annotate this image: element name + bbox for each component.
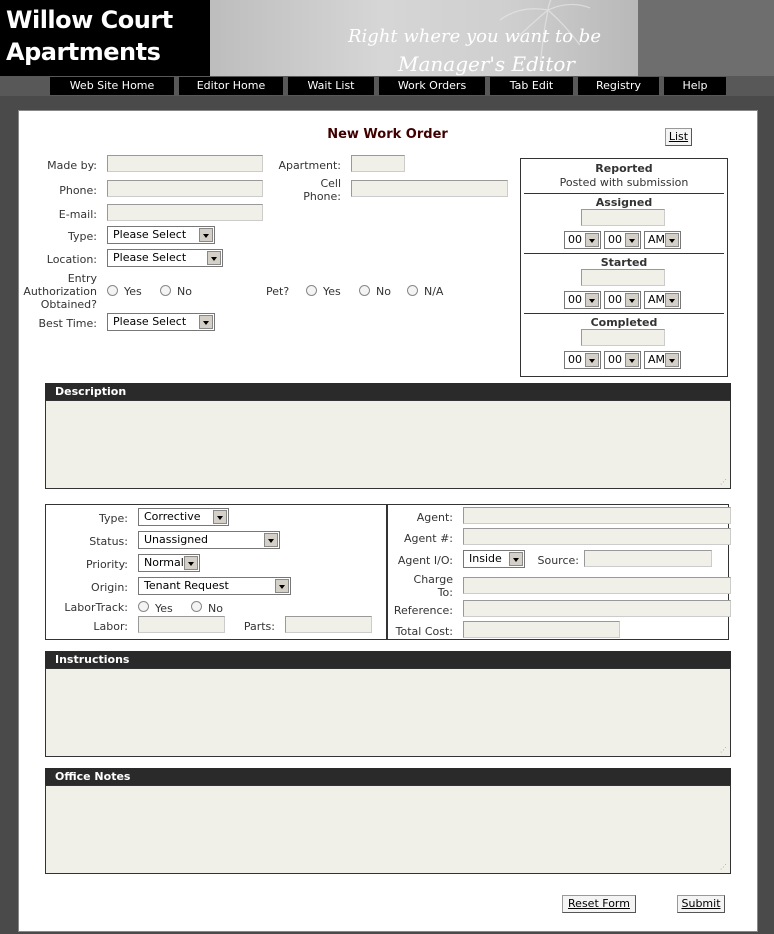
entry-no-label: No <box>177 285 192 298</box>
chevron-down-icon <box>213 510 227 524</box>
priority-label: Priority: <box>85 558 128 571</box>
cell-phone-label-1: Cell <box>320 177 341 190</box>
started-minute-select[interactable] <box>604 291 641 309</box>
chevron-down-icon <box>585 293 599 307</box>
logo-line1: Willow Court <box>6 6 173 34</box>
details-right-box <box>387 504 729 640</box>
started-date-field[interactable] <box>581 269 665 286</box>
header-right-block <box>638 0 774 76</box>
reported-heading: Reported <box>595 162 653 175</box>
resize-grip-icon: ⋰ <box>720 746 727 754</box>
header-banner <box>210 0 638 76</box>
nav-help[interactable]: Help <box>664 77 726 95</box>
charge-to-field[interactable] <box>463 577 731 594</box>
email-label: E-mail: <box>58 208 97 221</box>
chevron-down-icon <box>665 293 679 307</box>
hour-value: 00 <box>568 353 582 366</box>
started-ampm-select[interactable] <box>644 291 681 309</box>
started-hour-select[interactable] <box>564 291 601 309</box>
nav-tab-edit[interactable]: Tab Edit <box>490 77 573 95</box>
phone-field[interactable] <box>107 180 263 197</box>
apartment-field[interactable] <box>351 155 405 172</box>
detail-type-label: Type: <box>99 512 128 525</box>
chevron-down-icon <box>665 233 679 247</box>
office-notes-header: Office Notes <box>45 768 731 785</box>
completed-minute-select[interactable] <box>604 351 641 369</box>
assigned-minute-select[interactable] <box>604 231 641 249</box>
nav-wait-list[interactable]: Wait List <box>288 77 374 95</box>
instructions-header: Instructions <box>45 651 731 668</box>
phone-label: Phone: <box>59 184 97 197</box>
origin-label: Origin: <box>91 581 128 594</box>
hour-value: 00 <box>568 233 582 246</box>
status-label: Status: <box>89 535 128 548</box>
instructions-textarea[interactable] <box>45 668 731 757</box>
reference-field[interactable] <box>463 600 731 617</box>
best-time-label: Best Time: <box>38 317 97 330</box>
resize-grip-icon: ⋰ <box>720 478 727 486</box>
assigned-hour-select[interactable] <box>564 231 601 249</box>
total-cost-field[interactable] <box>463 621 620 638</box>
labortrack-yes-radio[interactable] <box>138 601 149 612</box>
location-select-value: Please Select <box>113 251 187 264</box>
labortrack-no-label: No <box>208 602 223 615</box>
source-label: Source: <box>537 554 579 567</box>
minute-value: 00 <box>608 353 622 366</box>
source-field[interactable] <box>584 550 712 567</box>
made-by-label: Made by: <box>47 159 97 172</box>
chevron-down-icon <box>199 315 213 329</box>
page-title: New Work Order <box>327 127 448 142</box>
nav-work-orders[interactable]: Work Orders <box>379 77 485 95</box>
nav-editor-home[interactable]: Editor Home <box>179 77 283 95</box>
ampm-value: AM <box>648 293 666 306</box>
priority-value: Normal <box>144 556 184 569</box>
parts-label: Parts: <box>243 620 275 633</box>
chevron-down-icon <box>199 228 213 242</box>
resize-grip-icon: ⋰ <box>720 863 727 871</box>
origin-value: Tenant Request <box>144 579 229 592</box>
agent-number-label: Agent #: <box>404 532 453 545</box>
nav-web-site-home[interactable]: Web Site Home <box>50 77 174 95</box>
type-select[interactable] <box>107 226 215 244</box>
entry-yes-label: Yes <box>124 285 142 298</box>
labortrack-label: LaborTrack: <box>64 601 128 614</box>
location-label: Location: <box>46 253 97 266</box>
entry-yes-radio[interactable] <box>107 285 118 296</box>
reference-label: Reference: <box>393 604 453 617</box>
cell-phone-field[interactable] <box>351 180 508 197</box>
started-heading: Started <box>600 256 648 269</box>
list-button[interactable]: List <box>665 128 692 146</box>
chevron-down-icon <box>275 579 289 593</box>
logo-line2: Apartments <box>6 38 161 66</box>
entry-label-1: Entry <box>67 272 97 285</box>
total-cost-label: Total Cost: <box>395 625 453 638</box>
made-by-field[interactable] <box>107 155 263 172</box>
priority-select[interactable] <box>138 554 200 572</box>
completed-heading: Completed <box>590 316 658 329</box>
minute-value: 00 <box>608 293 622 306</box>
completed-ampm-select[interactable] <box>644 351 681 369</box>
minute-value: 00 <box>608 233 622 246</box>
divider <box>524 193 724 194</box>
status-select[interactable] <box>138 531 280 549</box>
reported-note: Posted with submission <box>559 176 689 189</box>
pet-no-radio[interactable] <box>359 285 370 296</box>
office-notes-textarea[interactable] <box>45 785 731 874</box>
labortrack-no-radio[interactable] <box>191 601 202 612</box>
hour-value: 00 <box>568 293 582 306</box>
origin-select[interactable] <box>138 577 291 595</box>
chevron-down-icon <box>625 353 639 367</box>
reset-form-button[interactable]: Reset Form <box>562 895 636 913</box>
assigned-heading: Assigned <box>595 196 653 209</box>
agent-number-field[interactable] <box>463 528 731 545</box>
chevron-down-icon <box>665 353 679 367</box>
completed-hour-select[interactable] <box>564 351 601 369</box>
type-select-value: Please Select <box>113 228 187 241</box>
agent-field[interactable] <box>463 507 731 524</box>
logo <box>0 0 210 76</box>
detail-type-value: Corrective <box>144 510 201 523</box>
chevron-down-icon <box>585 233 599 247</box>
detail-type-select[interactable] <box>138 508 229 526</box>
tagline: Right where you want to be <box>348 26 601 47</box>
chevron-down-icon <box>509 552 523 566</box>
status-value: Unassigned <box>144 533 208 546</box>
pet-na-radio[interactable] <box>407 285 418 296</box>
chevron-down-icon <box>585 353 599 367</box>
chevron-down-icon <box>625 293 639 307</box>
ampm-value: AM <box>648 353 666 366</box>
entry-label-3: Obtained? <box>40 298 97 311</box>
pet-no-label: No <box>376 285 391 298</box>
divider <box>524 313 724 314</box>
pet-yes-radio[interactable] <box>306 285 317 296</box>
divider <box>524 253 724 254</box>
chevron-down-icon <box>625 233 639 247</box>
entry-label-2: Authorization <box>23 285 97 298</box>
chevron-down-icon <box>207 251 221 265</box>
pet-label: Pet? <box>266 285 290 298</box>
type-label: Type: <box>68 230 97 243</box>
labor-field[interactable] <box>138 616 225 633</box>
location-select[interactable] <box>107 249 223 267</box>
description-header: Description <box>45 383 731 400</box>
labor-label: Labor: <box>93 620 128 633</box>
agent-io-select[interactable] <box>463 550 525 568</box>
agent-io-value: Inside <box>469 552 502 565</box>
chevron-down-icon <box>264 533 278 547</box>
email-field[interactable] <box>107 204 263 221</box>
ampm-value: AM <box>648 233 666 246</box>
charge-to-label-2: To: <box>437 586 453 599</box>
submit-button[interactable]: Submit <box>677 895 725 913</box>
assigned-ampm-select[interactable] <box>644 231 681 249</box>
entry-no-radio[interactable] <box>160 285 171 296</box>
agent-label: Agent: <box>416 511 453 524</box>
pet-yes-label: Yes <box>323 285 341 298</box>
best-time-select[interactable] <box>107 313 215 331</box>
pet-na-label: N/A <box>424 285 444 298</box>
parts-field[interactable] <box>285 616 372 633</box>
agent-io-label: Agent I/O: <box>397 554 453 567</box>
best-time-select-value: Please Select <box>113 315 187 328</box>
assigned-date-field[interactable] <box>581 209 665 226</box>
chevron-down-icon <box>184 556 198 570</box>
cell-phone-label-2: Phone: <box>303 190 341 203</box>
charge-to-label-1: Charge <box>413 573 453 586</box>
apartment-label: Apartment: <box>278 159 341 172</box>
completed-date-field[interactable] <box>581 329 665 346</box>
section-title: Manager's Editor <box>398 52 575 76</box>
nav-registry[interactable]: Registry <box>578 77 659 95</box>
description-textarea[interactable] <box>45 400 731 489</box>
labortrack-yes-label: Yes <box>155 602 173 615</box>
